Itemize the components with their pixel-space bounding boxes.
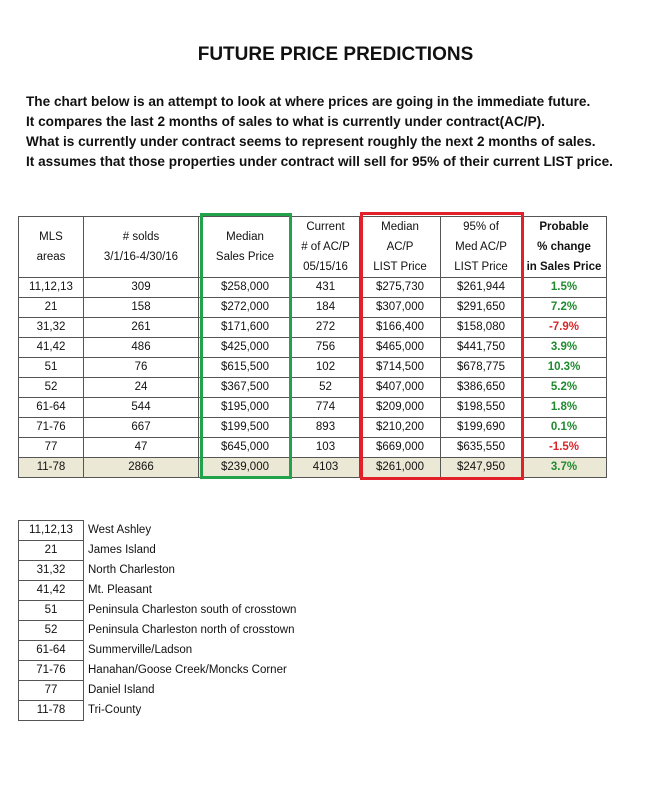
cell-median-sales-price: $645,000 [199, 438, 292, 458]
cell-median-acp-list-price: $209,000 [360, 398, 441, 418]
legend-row [19, 641, 297, 661]
cell-median-acp-list-price: $307,000 [360, 298, 441, 318]
cell-pct95-list-price: $158,080 [441, 318, 522, 338]
cell-probable-change: 5.2% [522, 378, 607, 398]
cell-median-acp-list-price: $465,000 [360, 338, 441, 358]
cell-solds: 76 [84, 358, 199, 378]
legend-area-name: West Ashley [88, 524, 152, 536]
legend-area-code: 11,12,13 [19, 521, 84, 541]
header-current-acp [292, 217, 360, 278]
legend-row [19, 621, 297, 641]
cell-current-acp: 893 [292, 418, 360, 438]
legend-row [19, 701, 297, 721]
cell-solds: 667 [84, 418, 199, 438]
cell-solds: 309 [84, 278, 199, 298]
legend-area-name: Tri-County [88, 704, 142, 716]
cell-median-acp-list-price: $261,000 [360, 458, 441, 478]
cell-median-acp-list-price: $210,200 [360, 418, 441, 438]
cell-mls-areas: 11-78 [19, 458, 84, 478]
table-total-row [19, 458, 607, 478]
cell-solds: 24 [84, 378, 199, 398]
table-row [19, 438, 607, 458]
cell-solds: 261 [84, 318, 199, 338]
cell-median-sales-price: $367,500 [199, 378, 292, 398]
header-line: 05/15/16 [303, 261, 348, 273]
legend-area-name: Peninsula Charleston north of crosstown [88, 624, 295, 636]
cell-mls-areas: 21 [19, 298, 84, 318]
cell-pct95-list-price: $386,650 [441, 378, 522, 398]
header-line: % change [537, 241, 591, 253]
legend-area-name: North Charleston [88, 564, 175, 576]
table-row [19, 378, 607, 398]
legend-area-code: 71-76 [19, 661, 84, 681]
header-line: # of AC/P [301, 241, 350, 253]
header-line: LIST Price [373, 261, 427, 273]
cell-median-sales-price: $171,600 [199, 318, 292, 338]
intro-text [26, 92, 666, 172]
cell-mls-areas: 77 [19, 438, 84, 458]
cell-probable-change: 7.2% [522, 298, 607, 318]
cell-solds: 544 [84, 398, 199, 418]
cell-mls-areas: 11,12,13 [19, 278, 84, 298]
cell-probable-change: 3.7% [522, 458, 607, 478]
table-row [19, 338, 607, 358]
cell-median-acp-list-price: $407,000 [360, 378, 441, 398]
cell-current-acp: 756 [292, 338, 360, 358]
header-line: Median [381, 221, 419, 233]
cell-median-acp-list-price: $166,400 [360, 318, 441, 338]
legend-area-code: 21 [19, 541, 84, 561]
header-probable-change [522, 217, 607, 278]
header-line: Med AC/P [455, 241, 507, 253]
cell-pct95-list-price: $247,950 [441, 458, 522, 478]
cell-solds: 2866 [84, 458, 199, 478]
cell-probable-change: 0.1% [522, 418, 607, 438]
header-pct95-list-price [441, 217, 522, 278]
intro-line: What is currently under contract seems to represent roughly the next 2 months of sales. [26, 134, 596, 149]
header-median-acp-list-price [360, 217, 441, 278]
legend-area-code: 61-64 [19, 641, 84, 661]
intro-line: It compares the last 2 months of sales to what is currently under contract(AC/P). [26, 114, 545, 129]
header-line: # solds [122, 231, 160, 243]
legend-area-code: 31,32 [19, 561, 84, 581]
cell-mls-areas: 52 [19, 378, 84, 398]
cell-median-sales-price: $258,000 [199, 278, 292, 298]
legend-row [19, 541, 297, 561]
cell-pct95-list-price: $261,944 [441, 278, 522, 298]
page-title: FUTURE PRICE PREDICTIONS [197, 44, 474, 65]
cell-pct95-list-price: $198,550 [441, 398, 522, 418]
table-row [19, 298, 607, 318]
header-line: MLS [39, 231, 63, 243]
header-line: LIST Price [454, 261, 508, 273]
table-row [19, 358, 607, 378]
table-row [19, 418, 607, 438]
area-legend-table [18, 520, 297, 721]
intro-line: It assumes that those properties under contract will sell for 95% of their current LIST price. [26, 154, 613, 169]
cell-current-acp: 431 [292, 278, 360, 298]
cell-median-acp-list-price: $275,730 [360, 278, 441, 298]
table-row [19, 318, 607, 338]
legend-row [19, 681, 297, 701]
cell-probable-change: 1.5% [522, 278, 607, 298]
legend-area-name: Hanahan/Goose Creek/Moncks Corner [88, 664, 287, 676]
table-row [19, 278, 607, 298]
legend-area-code: 77 [19, 681, 84, 701]
cell-mls-areas: 51 [19, 358, 84, 378]
cell-pct95-list-price: $441,750 [441, 338, 522, 358]
cell-mls-areas: 31,32 [19, 318, 84, 338]
cell-median-acp-list-price: $669,000 [360, 438, 441, 458]
header-line: Sales Price [215, 251, 275, 263]
cell-current-acp: 102 [292, 358, 360, 378]
legend-row [19, 601, 297, 621]
cell-median-sales-price: $425,000 [199, 338, 292, 358]
legend-row [19, 521, 297, 541]
cell-current-acp: 4103 [292, 458, 360, 478]
cell-median-acp-list-price: $714,500 [360, 358, 441, 378]
legend-area-code: 51 [19, 601, 84, 621]
header-line: AC/P [386, 241, 414, 253]
legend-area-code: 11-78 [19, 701, 84, 721]
cell-median-sales-price: $239,000 [199, 458, 292, 478]
cell-current-acp: 103 [292, 438, 360, 458]
cell-median-sales-price: $199,500 [199, 418, 292, 438]
header-line: 95% of [463, 221, 499, 233]
cell-probable-change: -1.5% [522, 438, 607, 458]
cell-median-sales-price: $615,500 [199, 358, 292, 378]
header-line: 3/1/16-4/30/16 [103, 251, 179, 263]
header-line: areas [36, 251, 66, 263]
header-line: Probable [539, 221, 589, 233]
legend-area-code: 52 [19, 621, 84, 641]
header-line: in Sales Price [526, 261, 602, 273]
legend-area-name: Peninsula Charleston south of crosstown [88, 604, 297, 616]
legend-area-name: James Island [88, 544, 156, 556]
header-line: Current [306, 221, 345, 233]
legend-area-code: 41,42 [19, 581, 84, 601]
legend-row [19, 661, 297, 681]
legend-row [19, 561, 297, 581]
cell-pct95-list-price: $678,775 [441, 358, 522, 378]
header-line: Median [226, 231, 264, 243]
cell-mls-areas: 71-76 [19, 418, 84, 438]
header-solds [84, 217, 199, 278]
legend-area-name: Mt. Pleasant [88, 584, 152, 596]
cell-pct95-list-price: $291,650 [441, 298, 522, 318]
header-mls-areas [19, 217, 84, 278]
cell-probable-change: -7.9% [522, 318, 607, 338]
cell-current-acp: 272 [292, 318, 360, 338]
cell-solds: 47 [84, 438, 199, 458]
price-prediction-table [18, 216, 607, 478]
cell-probable-change: 1.8% [522, 398, 607, 418]
cell-current-acp: 774 [292, 398, 360, 418]
cell-mls-areas: 61-64 [19, 398, 84, 418]
cell-current-acp: 184 [292, 298, 360, 318]
header-median-sales-price [199, 217, 292, 278]
intro-line: The chart below is an attempt to look at where prices are going in the immediate future. [26, 94, 591, 109]
cell-solds: 158 [84, 298, 199, 318]
legend-area-name: Daniel Island [88, 684, 155, 696]
legend-row [19, 581, 297, 601]
cell-pct95-list-price: $635,550 [441, 438, 522, 458]
legend-area-name: Summerville/Ladson [88, 644, 193, 656]
cell-median-sales-price: $195,000 [199, 398, 292, 418]
cell-median-sales-price: $272,000 [199, 298, 292, 318]
table-header-row [19, 217, 607, 278]
cell-probable-change: 3.9% [522, 338, 607, 358]
cell-current-acp: 52 [292, 378, 360, 398]
cell-mls-areas: 41,42 [19, 338, 84, 358]
cell-solds: 486 [84, 338, 199, 358]
cell-pct95-list-price: $199,690 [441, 418, 522, 438]
cell-probable-change: 10.3% [522, 358, 607, 378]
table-row [19, 398, 607, 418]
